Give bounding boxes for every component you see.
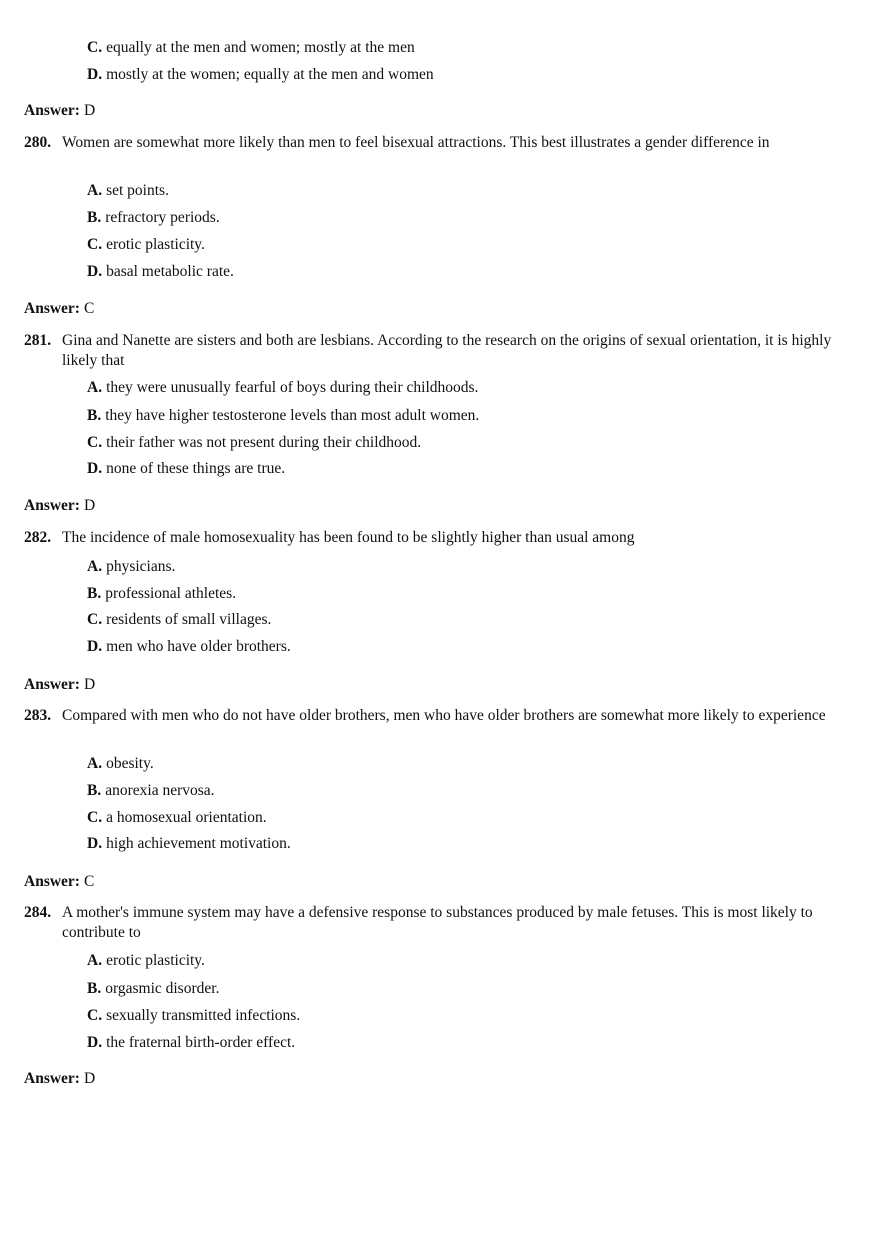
option-text: the fraternal birth-order effect. xyxy=(106,1034,296,1051)
option-d xyxy=(87,459,285,479)
answer-label: Answer: xyxy=(24,102,80,119)
answer-label: Answer: xyxy=(24,1070,80,1087)
option-letter: B. xyxy=(87,585,102,602)
answer-label: Answer: xyxy=(24,300,80,317)
option-d xyxy=(87,65,434,85)
answer-value: C xyxy=(83,873,95,890)
answer-value: D xyxy=(83,1070,96,1087)
option-c xyxy=(87,808,267,828)
option-letter: A. xyxy=(87,755,103,772)
answer-value: D xyxy=(83,497,96,514)
question-stem: Women are somewhat more likely than men to feel bisexual attractions. This best illustrates a gender difference in xyxy=(62,134,770,151)
option-a xyxy=(87,951,205,971)
option-letter: D. xyxy=(87,460,103,477)
option-letter: B. xyxy=(87,209,102,226)
answer-line xyxy=(24,1069,95,1089)
option-c xyxy=(87,1006,300,1026)
option-text: refractory periods. xyxy=(105,209,220,226)
option-text: residents of small villages. xyxy=(106,611,272,628)
question-282 xyxy=(24,528,854,548)
option-letter: A. xyxy=(87,558,103,575)
option-d xyxy=(87,1033,295,1053)
option-letter: A. xyxy=(87,182,103,199)
question-number: 280. xyxy=(24,134,52,151)
answer-line xyxy=(24,101,95,121)
option-b xyxy=(87,979,219,999)
option-text: basal metabolic rate. xyxy=(106,263,234,280)
option-text: physicians. xyxy=(106,558,176,575)
option-text: a homosexual orientation. xyxy=(106,809,267,826)
option-b xyxy=(87,584,236,604)
option-text: mostly at the women; equally at the men and women xyxy=(106,66,434,83)
option-d xyxy=(87,262,234,282)
option-text: high achievement motivation. xyxy=(106,835,291,852)
option-letter: D. xyxy=(87,66,103,83)
option-text: erotic plasticity. xyxy=(106,236,205,253)
option-letter: C. xyxy=(87,611,103,628)
question-number: 282. xyxy=(24,529,52,546)
question-stem: The incidence of male homosexuality has been found to be slightly higher than usual among xyxy=(62,529,635,546)
answer-value: C xyxy=(83,300,95,317)
option-c xyxy=(87,38,415,58)
option-b xyxy=(87,406,479,426)
question-number: 283. xyxy=(24,707,52,724)
option-a xyxy=(87,181,169,201)
option-text: professional athletes. xyxy=(105,585,237,602)
option-letter: C. xyxy=(87,236,103,253)
option-text: orgasmic disorder. xyxy=(105,980,220,997)
option-b xyxy=(87,781,215,801)
option-letter: C. xyxy=(87,39,103,56)
option-b xyxy=(87,208,220,228)
option-text: their father was not present during their childhood. xyxy=(106,434,422,451)
option-letter: B. xyxy=(87,407,102,424)
option-letter: D. xyxy=(87,638,103,655)
question-stem: Gina and Nanette are sisters and both are lesbians. According to the research on the origins of sexual orientation, it is highly likely that xyxy=(62,332,832,369)
option-letter: D. xyxy=(87,835,103,852)
question-283 xyxy=(24,706,854,726)
question-stem: A mother's immune system may have a defensive response to substances produced by male fetuses. This is most likely to contribute to xyxy=(62,904,813,941)
answer-line xyxy=(24,299,94,319)
option-c xyxy=(87,610,271,630)
answer-value: D xyxy=(83,102,96,119)
option-a xyxy=(87,378,478,398)
option-a xyxy=(87,754,154,774)
option-text: they were unusually fearful of boys during their childhoods. xyxy=(106,379,479,396)
question-281 xyxy=(24,331,854,371)
option-a xyxy=(87,557,175,577)
question-stem: Compared with men who do not have older brothers, men who have older brothers are somewhat more likely to experience xyxy=(62,707,826,724)
option-text: sexually transmitted infections. xyxy=(106,1007,301,1024)
option-c xyxy=(87,235,205,255)
answer-line xyxy=(24,872,94,892)
option-text: men who have older brothers. xyxy=(106,638,291,655)
option-letter: C. xyxy=(87,809,103,826)
option-letter: D. xyxy=(87,1034,103,1051)
question-number: 284. xyxy=(24,904,52,921)
option-letter: C. xyxy=(87,1007,103,1024)
question-284 xyxy=(24,903,854,943)
question-280 xyxy=(24,133,854,153)
answer-label: Answer: xyxy=(24,676,80,693)
option-text: obesity. xyxy=(106,755,154,772)
answer-value: D xyxy=(83,676,96,693)
option-letter: B. xyxy=(87,782,102,799)
option-c xyxy=(87,433,421,453)
option-text: set points. xyxy=(106,182,169,199)
answer-label: Answer: xyxy=(24,873,80,890)
answer-line xyxy=(24,496,95,516)
option-d xyxy=(87,834,291,854)
option-text: none of these things are true. xyxy=(106,460,286,477)
option-letter: A. xyxy=(87,952,103,969)
option-d xyxy=(87,637,291,657)
option-text: they have higher testosterone levels than most adult women. xyxy=(105,407,480,424)
option-letter: C. xyxy=(87,434,103,451)
option-letter: B. xyxy=(87,980,102,997)
answer-label: Answer: xyxy=(24,497,80,514)
option-text: equally at the men and women; mostly at the men xyxy=(106,39,415,56)
option-letter: A. xyxy=(87,379,103,396)
option-text: anorexia nervosa. xyxy=(105,782,215,799)
answer-line xyxy=(24,675,95,695)
option-letter: D. xyxy=(87,263,103,280)
option-text: erotic plasticity. xyxy=(106,952,205,969)
question-number: 281. xyxy=(24,332,52,349)
